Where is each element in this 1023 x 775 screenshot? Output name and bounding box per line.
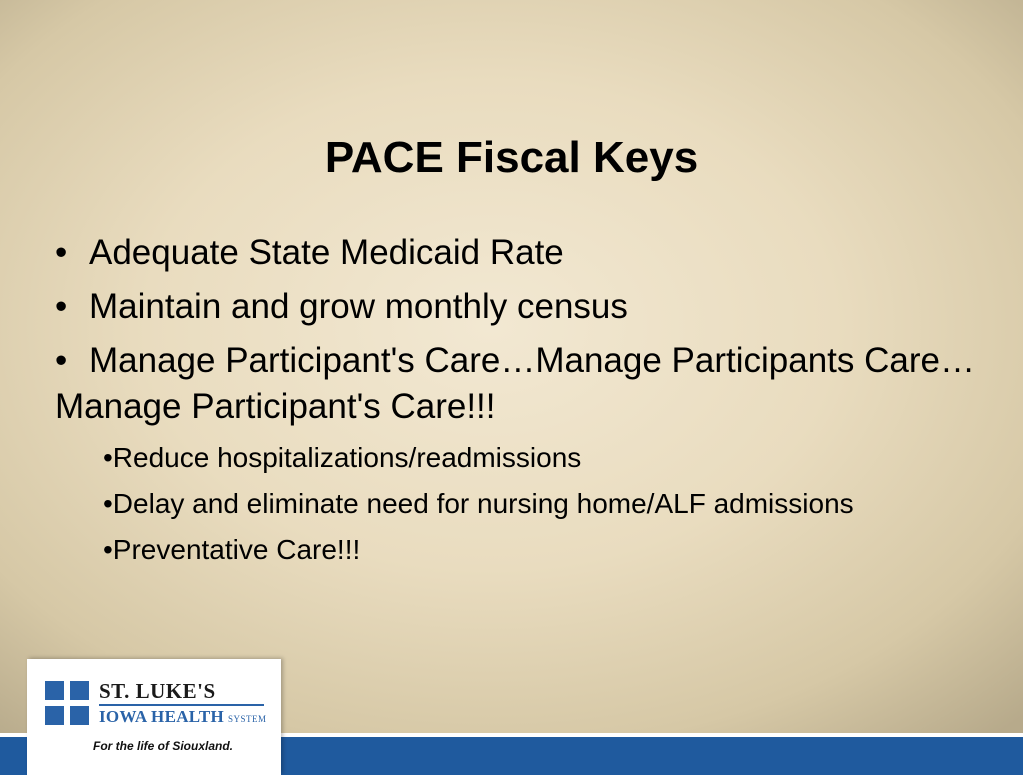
logo — [27, 659, 281, 775]
bullet-item — [55, 230, 985, 276]
bullet-text: Maintain and grow monthly census — [89, 287, 628, 326]
slide-title: PACE Fiscal Keys — [324, 133, 699, 182]
bullet-dot: • — [55, 233, 68, 272]
logo-subname-text: IOWA HEALTH — [99, 707, 225, 726]
logo-divider — [99, 704, 264, 706]
sub-bullet-item: •Reduce hospitalizations/readmissions — [103, 442, 582, 473]
bullet-list — [55, 230, 985, 576]
sub-bullet-item: •Preventative Care!!! — [103, 534, 361, 565]
bullet-item — [55, 284, 985, 330]
logo-system-text: SYSTEM — [228, 714, 267, 724]
logo-tagline: For the life of Siouxland. — [93, 739, 234, 753]
cross-icon — [45, 681, 89, 725]
bullet-dot: • — [55, 287, 68, 326]
bullet-text: Manage Participant's Care…Manage Participants Care… Manage Participant's Care!!! — [55, 341, 975, 426]
logo-subname — [99, 707, 267, 727]
bullet-text: Adequate State Medicaid Rate — [89, 233, 564, 272]
logo-name: ST. LUKE'S — [99, 679, 216, 703]
bullet-dot: • — [55, 341, 68, 380]
bullet-item — [55, 338, 985, 430]
sub-bullet-item: •Delay and eliminate need for nursing home/ALF admissions — [103, 488, 854, 519]
